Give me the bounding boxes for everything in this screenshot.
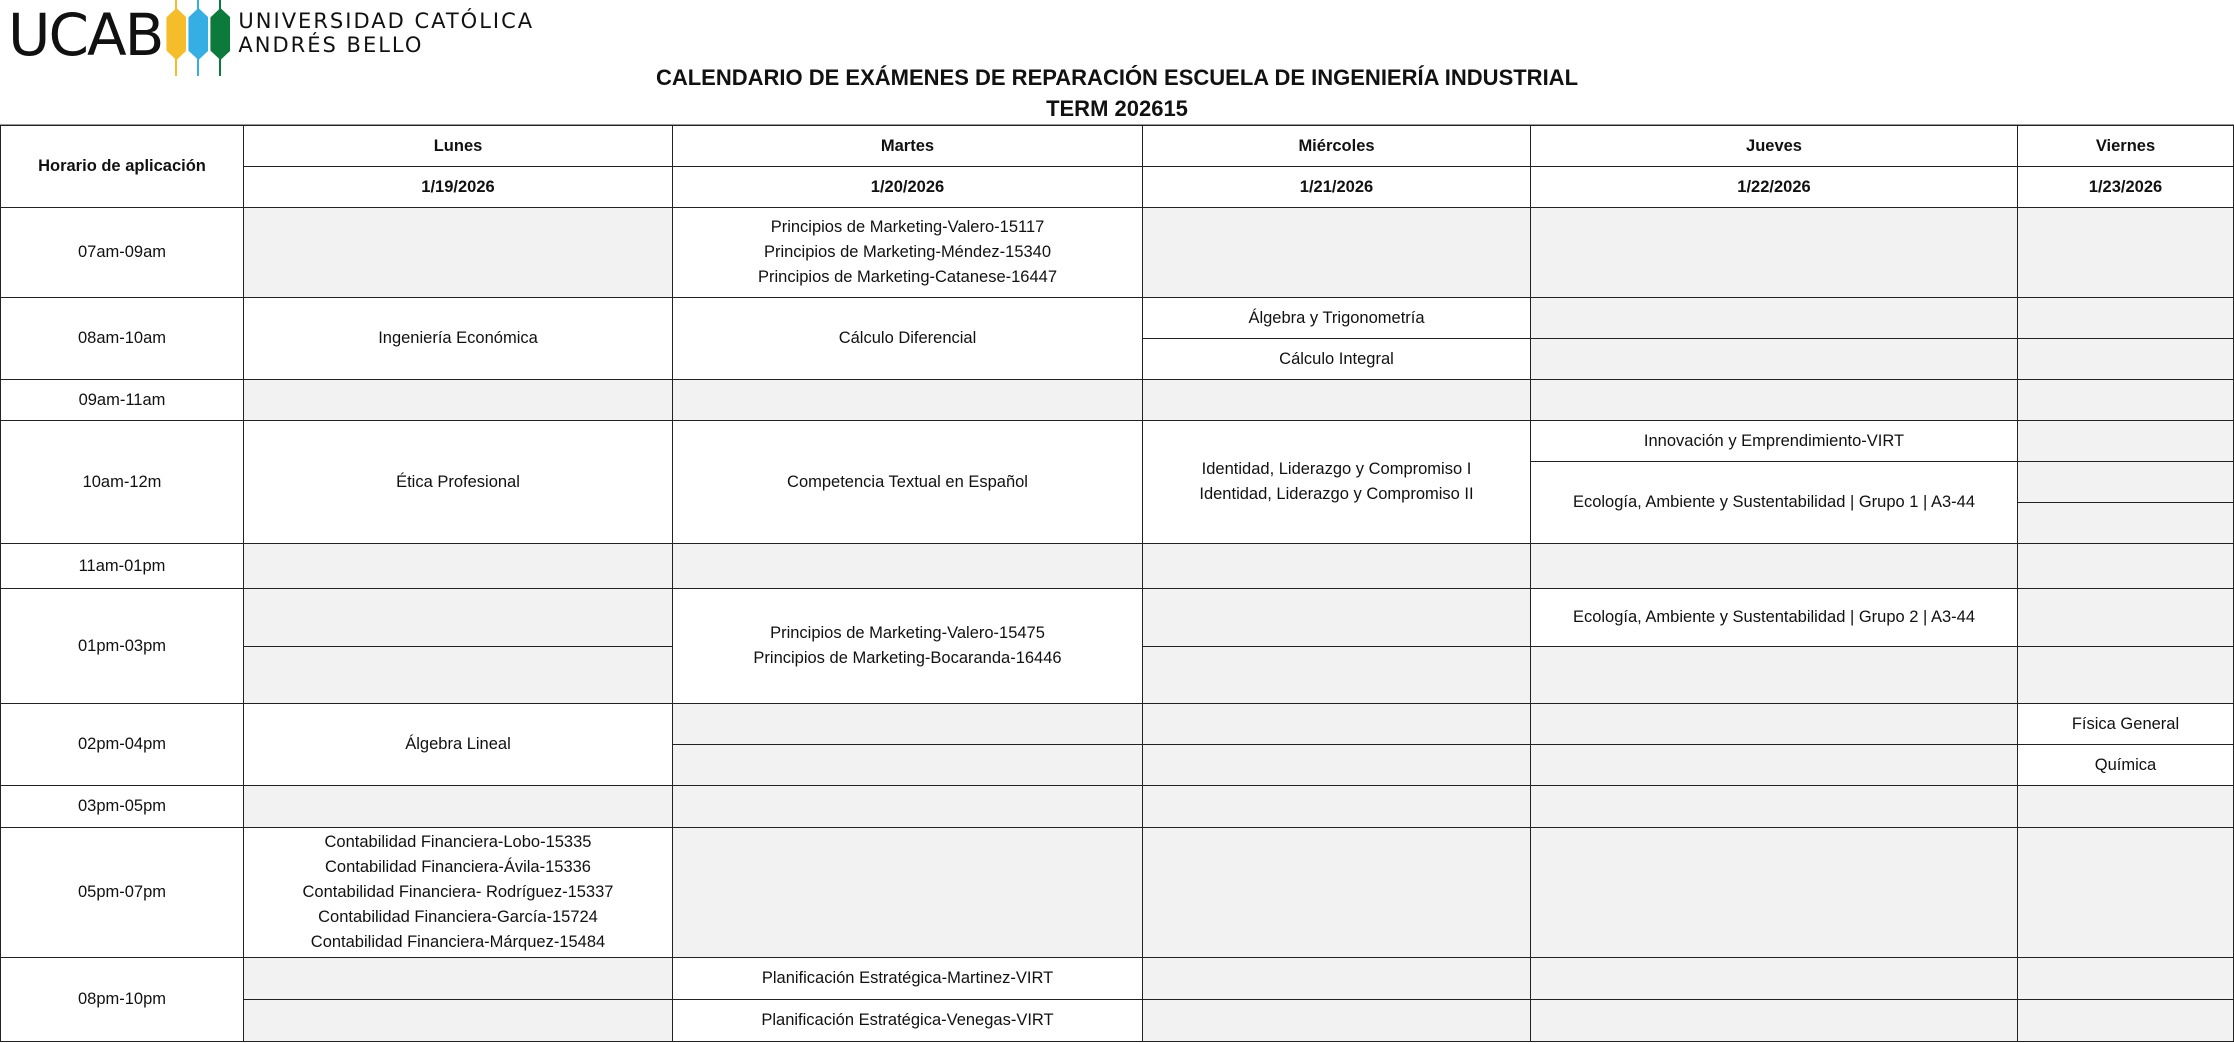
exam-cell <box>2017 744 2234 786</box>
time-slot-label: 08am-10am <box>77 329 167 347</box>
exam-entry: Contabilidad Financiera-García-15724 <box>318 908 598 926</box>
time-slot-cell <box>0 588 244 704</box>
exam-entry: Contabilidad Financiera-Márquez-15484 <box>310 933 606 951</box>
time-slot-cell <box>0 827 244 958</box>
empty-slot-cell <box>1530 338 2018 380</box>
empty-slot-cell <box>243 543 673 589</box>
university-name-line2: ANDRÉS BELLO <box>238 33 424 57</box>
empty-slot-cell <box>1142 957 1531 1000</box>
exam-entry: Identidad, Liderazgo y Compromiso II <box>1199 485 1474 503</box>
empty-slot-cell <box>2017 785 2234 828</box>
empty-slot-cell <box>1530 379 2018 421</box>
empty-slot-cell <box>243 207 673 298</box>
exam-entry: Innovación y Emprendimiento-VIRT <box>1643 431 1905 450</box>
empty-slot-cell <box>1530 785 2018 828</box>
logo-mark: UCAB <box>8 1 163 69</box>
exam-entry: Cálculo Diferencial <box>838 329 977 347</box>
exam-entry: Álgebra Lineal <box>405 735 511 753</box>
time-slot-cell <box>0 785 244 828</box>
empty-slot-cell <box>672 543 1143 589</box>
time-slot-cell <box>0 379 244 421</box>
time-slot-label: 09am-11am <box>78 390 166 409</box>
day-date-header <box>1142 166 1531 208</box>
exam-cell <box>672 999 1143 1042</box>
empty-slot-cell <box>672 785 1143 828</box>
empty-slot-cell <box>2017 338 2234 380</box>
empty-slot-cell <box>2017 379 2234 421</box>
empty-slot-cell <box>2017 420 2234 462</box>
exam-entry: Competencia Textual en Español <box>787 472 1028 491</box>
empty-slot-cell <box>1530 703 2018 745</box>
day-header-viernes <box>2017 125 2234 167</box>
empty-slot-cell <box>2017 646 2234 704</box>
day-date: 1/21/2026 <box>1299 177 1374 196</box>
empty-slot-cell <box>2017 502 2234 544</box>
day-header-lunes <box>243 125 673 167</box>
empty-slot-cell <box>1530 543 2018 589</box>
time-slot-label: 08pm-10pm <box>77 990 167 1008</box>
empty-slot-cell <box>2017 588 2234 647</box>
empty-slot-cell <box>1530 297 2018 339</box>
empty-slot-cell <box>672 827 1143 958</box>
day-header-miércoles <box>1142 125 1531 167</box>
day-date-header <box>1530 166 2018 208</box>
exam-entry: Contabilidad Financiera-Ávila-15336 <box>324 858 591 876</box>
exam-entry: Principios de Marketing-Catanese-16447 <box>758 268 1057 286</box>
exam-cell <box>243 297 673 380</box>
empty-slot-cell <box>1530 827 2018 958</box>
exam-cell <box>672 207 1143 298</box>
day-name: Lunes <box>433 136 483 155</box>
exam-entry: Contabilidad Financiera-Lobo-15335 <box>324 833 592 851</box>
empty-slot-cell <box>1142 543 1531 589</box>
exam-entry: Identidad, Liderazgo y Compromiso I <box>1201 460 1472 478</box>
time-column-header-label: Horario de aplicación <box>38 157 206 175</box>
day-date: 1/20/2026 <box>870 177 945 196</box>
empty-slot-cell <box>1142 379 1531 421</box>
day-header-martes <box>672 125 1143 167</box>
exam-cell <box>1530 588 2018 647</box>
empty-slot-cell <box>1142 588 1531 647</box>
exam-cell <box>2017 703 2234 745</box>
exam-entry: Ecología, Ambiente y Sustentabilidad | Grupo 2 | A3-44 <box>1572 608 1976 626</box>
empty-slot-cell <box>1142 827 1531 958</box>
day-name: Martes <box>880 136 935 155</box>
time-slot-label: 10am-12m <box>82 472 162 491</box>
day-date-header <box>243 166 673 208</box>
exam-cell <box>672 420 1143 544</box>
day-date: 1/23/2026 <box>2088 177 2163 196</box>
empty-slot-cell <box>243 588 673 647</box>
day-name: Miércoles <box>1298 136 1375 155</box>
empty-slot-cell <box>1530 999 2018 1042</box>
time-slot-cell <box>0 297 244 380</box>
exam-cell <box>672 588 1143 704</box>
exam-cell <box>1142 297 1531 339</box>
empty-slot-cell <box>243 785 673 828</box>
day-name: Jueves <box>1746 136 1802 155</box>
exam-entry: Química <box>2094 755 2157 774</box>
empty-slot-cell <box>2017 999 2234 1042</box>
exam-entry: Planificación Estratégica-Martinez-VIRT <box>761 969 1054 987</box>
time-slot-label: 02pm-04pm <box>77 735 167 753</box>
time-slot-label: 05pm-07pm <box>77 883 167 901</box>
exam-entry: Ecología, Ambiente y Sustentabilidad | Grupo 1 | A3-44 <box>1572 493 1976 511</box>
term-subtitle: TERM 202615 <box>1046 96 1188 121</box>
day-date-header <box>672 166 1143 208</box>
time-slot-label: 01pm-03pm <box>77 636 167 655</box>
day-name: Viernes <box>2095 136 2156 155</box>
day-date-header <box>2017 166 2234 208</box>
exam-cell <box>672 297 1143 380</box>
exam-cell <box>1142 420 1531 544</box>
day-date: 1/19/2026 <box>421 177 495 196</box>
exam-entry: Ética Profesional <box>396 472 520 491</box>
empty-slot-cell <box>1530 646 2018 704</box>
exam-entry: Planificación Estratégica-Venegas-VIRT <box>761 1011 1054 1029</box>
exam-entry: Ingeniería Económica <box>378 329 538 347</box>
exam-entry: Principios de Marketing-Bocaranda-16446 <box>753 649 1062 667</box>
exam-entry: Álgebra y Trigonometría <box>1248 308 1425 327</box>
exam-cell <box>1530 420 2018 462</box>
time-slot-cell <box>0 207 244 298</box>
empty-slot-cell <box>1142 785 1531 828</box>
university-name-line1: UNIVERSIDAD CATÓLICA <box>238 9 535 33</box>
empty-slot-cell <box>1142 703 1531 745</box>
exam-cell <box>243 827 673 958</box>
time-column-header <box>0 125 244 208</box>
exam-cell <box>243 703 673 786</box>
time-slot-cell <box>0 420 244 544</box>
empty-slot-cell <box>1142 646 1531 704</box>
empty-slot-cell <box>243 957 673 1000</box>
empty-slot-cell <box>672 703 1143 745</box>
empty-slot-cell <box>243 379 673 421</box>
exam-entry: Principios de Marketing-Valero-15117 <box>770 218 1045 236</box>
empty-slot-cell <box>2017 207 2234 298</box>
time-slot-label: 07am-09am <box>77 243 167 261</box>
exam-entry: Principios de Marketing-Valero-15475 <box>770 624 1045 642</box>
empty-slot-cell <box>2017 461 2234 503</box>
empty-slot-cell <box>243 646 673 704</box>
page-title: CALENDARIO DE EXÁMENES DE REPARACIÓN ESCUELA DE INGENIERÍA INDUSTRIAL <box>655 65 1579 90</box>
day-header-jueves <box>1530 125 2018 167</box>
time-slot-cell <box>0 957 244 1042</box>
empty-slot-cell <box>1142 999 1531 1042</box>
exam-entry: Contabilidad Financiera- Rodríguez-15337 <box>302 883 614 901</box>
exam-cell <box>1142 338 1531 380</box>
empty-slot-cell <box>243 999 673 1042</box>
empty-slot-cell <box>672 744 1143 786</box>
time-slot-cell <box>0 543 244 589</box>
exam-cell <box>243 420 673 544</box>
exam-entry: Cálculo Integral <box>1279 349 1394 368</box>
exam-cell <box>1530 461 2018 544</box>
day-date: 1/22/2026 <box>1737 177 1811 196</box>
empty-slot-cell <box>1530 744 2018 786</box>
exam-entry: Principios de Marketing-Méndez-15340 <box>763 243 1052 261</box>
empty-slot-cell <box>2017 297 2234 339</box>
time-slot-label: 03pm-05pm <box>77 797 167 815</box>
empty-slot-cell <box>2017 827 2234 958</box>
time-slot-label: 11am-01pm <box>78 556 166 575</box>
empty-slot-cell <box>1142 744 1531 786</box>
time-slot-cell <box>0 703 244 786</box>
empty-slot-cell <box>1530 207 2018 298</box>
exam-cell <box>672 957 1143 1000</box>
empty-slot-cell <box>1530 957 2018 1000</box>
empty-slot-cell <box>1142 207 1531 298</box>
empty-slot-cell <box>2017 957 2234 1000</box>
exam-entry: Física General <box>2071 714 2180 733</box>
empty-slot-cell <box>2017 543 2234 589</box>
empty-slot-cell <box>672 379 1143 421</box>
